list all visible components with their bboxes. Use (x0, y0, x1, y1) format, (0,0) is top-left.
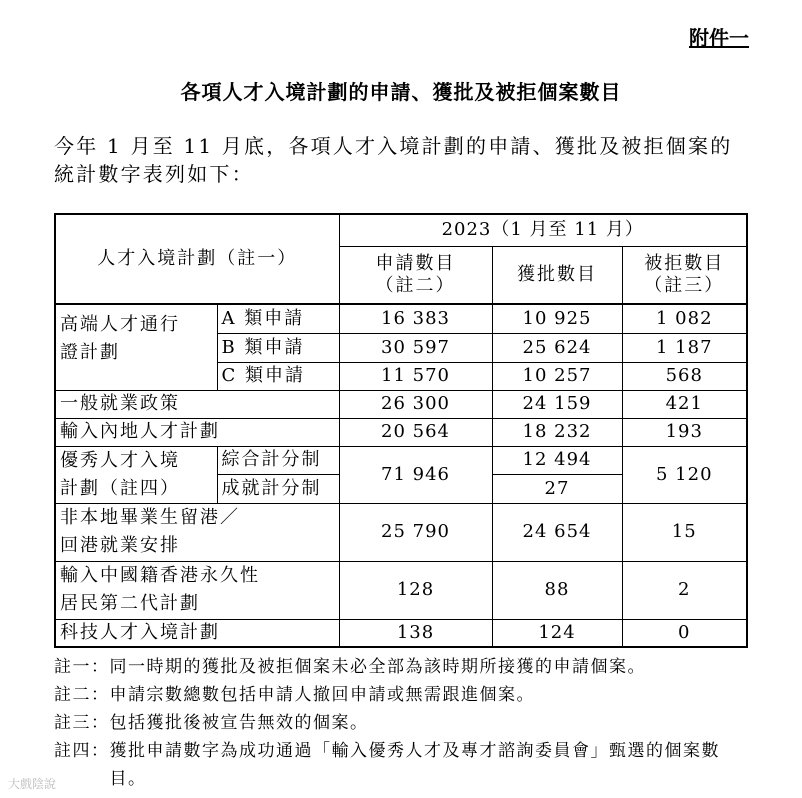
ttps-a-applied: 16 383 (339, 304, 492, 333)
ttps-c-label: C 類申請 (217, 362, 339, 390)
techtas-applied: 138 (339, 619, 492, 647)
page-title: 各項人才入境計劃的申請、獲批及被拒個案數目 (180, 80, 622, 104)
irnh-applied: 25 790 (339, 503, 492, 561)
gep-applied: 26 300 (339, 390, 492, 418)
qmas-achievement-label: 成就計分制 (217, 475, 339, 504)
header-scheme: 人才入境計劃（註一） (55, 214, 339, 304)
ttps-label-line1: 高端人才通行 (60, 314, 180, 335)
footnote-4 (54, 737, 754, 793)
table-row (55, 304, 747, 333)
qmas-general-label: 綜合計分制 (217, 446, 339, 475)
ttps-a-label: A 類申請 (217, 304, 339, 333)
footnote-tag: 註三： (54, 713, 110, 733)
footnote-text: 同一時期的獲批及被拒個案未必全部為該時期所接獲的申請個案。 (109, 657, 646, 677)
footnote-3 (54, 709, 754, 737)
gep-label: 一般就業政策 (55, 390, 339, 418)
second-gen-approved: 88 (492, 561, 622, 619)
techtas-approved: 124 (492, 619, 622, 647)
ttps-a-refused: 1 082 (622, 304, 747, 333)
footnote-1 (54, 653, 754, 681)
ttps-label (55, 304, 217, 390)
second-gen-refused: 2 (622, 561, 747, 619)
watermark: 大戲陰說 (8, 777, 57, 791)
table-row (55, 418, 747, 446)
header-applied-line2: （註二） (375, 274, 456, 296)
second-gen-applied: 128 (339, 561, 492, 619)
qmas-applied: 71 946 (339, 446, 492, 503)
header-applied-line1: 申請數目 (375, 252, 456, 274)
header-approved: 獲批數目 (492, 246, 622, 304)
gep-refused: 421 (622, 390, 747, 418)
ttps-c-refused: 568 (622, 362, 747, 390)
ttps-b-refused: 1 187 (622, 333, 747, 362)
qmas-label (55, 446, 217, 503)
asmtp-applied: 20 564 (339, 418, 492, 446)
ttps-label-line2: 證計劃 (60, 342, 120, 363)
footnote-tag: 註四： (54, 741, 110, 761)
footnote-text: 獲批申請數字為成功通過「輸入優秀人才及專才諮詢委員會」甄選的個案數目。 (109, 741, 720, 789)
ttps-c-applied: 11 570 (339, 362, 492, 390)
table-row (55, 390, 747, 418)
header-applied (339, 246, 492, 304)
footnote-text: 申請宗數總數包括申請人撤回申請或無需跟進個案。 (109, 685, 535, 705)
statistics-table (54, 213, 748, 648)
qmas-label-line2: 計劃（註四） (60, 477, 180, 499)
second-gen-label (55, 561, 339, 619)
irnh-label-line1: 非本地畢業生留港／ (60, 507, 240, 528)
qmas-achievement-approved: 27 (492, 475, 622, 504)
annex-label: 附件一 (689, 26, 749, 50)
footnotes (54, 653, 754, 793)
footnote-tag: 註一： (54, 657, 110, 677)
table-row (55, 561, 747, 619)
techtas-refused: 0 (622, 619, 747, 647)
table-row (55, 446, 747, 475)
ttps-c-approved: 10 257 (492, 362, 622, 390)
irnh-label-line2: 回港就業安排 (60, 535, 180, 556)
ttps-b-applied: 30 597 (339, 333, 492, 362)
qmas-label-line1: 優秀人才入境 (60, 449, 180, 471)
gep-approved: 24 159 (492, 390, 622, 418)
header-refused-line1: 被拒數目 (644, 252, 725, 274)
footnote-text: 包括獲批後被宣告無效的個案。 (109, 713, 369, 733)
asmtp-refused: 193 (622, 418, 747, 446)
table-row (55, 619, 747, 647)
second-gen-label-line1: 輸入中國籍香港永久性 (60, 565, 260, 586)
irnh-refused: 15 (622, 503, 747, 561)
ttps-b-approved: 25 624 (492, 333, 622, 362)
ttps-b-label: B 類申請 (217, 333, 339, 362)
footnote-tag: 註二： (54, 685, 110, 705)
asmtp-label: 輸入內地人才計劃 (55, 418, 339, 446)
header-refused-line2: （註三） (644, 274, 725, 296)
techtas-label: 科技人才入境計劃 (55, 619, 339, 647)
irnh-label (55, 503, 339, 561)
ttps-a-approved: 10 925 (492, 304, 622, 333)
asmtp-approved: 18 232 (492, 418, 622, 446)
irnh-approved: 24 654 (492, 503, 622, 561)
header-period: 2023（1 月至 11 月） (339, 214, 747, 246)
header-refused (622, 246, 747, 304)
qmas-refused: 5 120 (622, 446, 747, 503)
qmas-general-approved: 12 494 (492, 446, 622, 475)
footnote-2 (54, 681, 754, 709)
second-gen-label-line2: 居民第二代計劃 (60, 593, 200, 614)
table-row (55, 503, 747, 561)
intro-paragraph: 今年 1 月至 11 月底，各項人才入境計劃的申請、獲批及被拒個案的統計數字表列如下： (54, 134, 733, 186)
